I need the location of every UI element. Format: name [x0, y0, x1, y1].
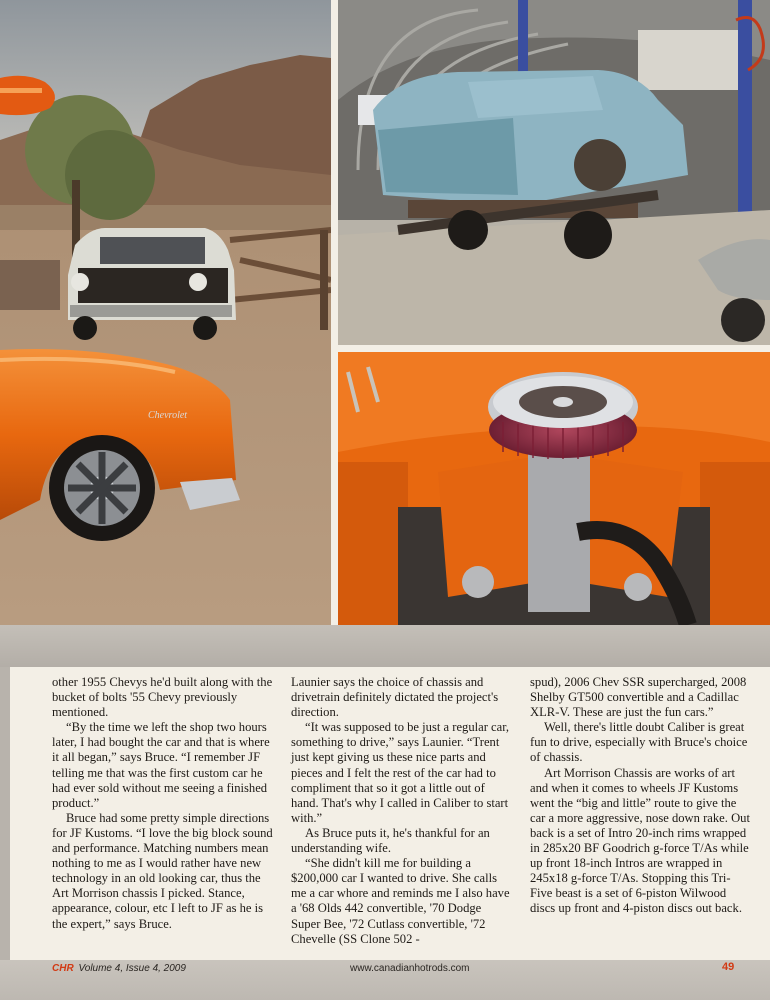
- paragraph: “It was supposed to be just a regular car, something to drive,” says Launier. “Trent just kept giving us these nice parts and pieces and I felt the rest of the car had to compliment that so it got a little out of hand. That's why I called in Caliber to start with.”: [291, 720, 510, 825]
- photo-orange-chevy-desert: [0, 0, 331, 625]
- section-divider-band: [0, 625, 770, 667]
- paragraph: Art Morrison Chassis are works of art and when it comes to wheels JF Kustoms went the “big and little” route to give the car a more aggressive, nose down rake. Out back is a set of Intro 20-inch rims wrapped in 285x20 BF Goodrich g-force T/As while up front 18-inch Intros are wrapped in 245x18 g-force T/As. Stopping this Tri-Five beast is a set of 6-piston Wilwood discs up front and 4-piston discs out back.: [530, 765, 750, 916]
- page-number: 49: [722, 961, 735, 973]
- paragraph: spud), 2006 Chev SSR supercharged, 2008 Shelby GT500 convertible and a Cadillac XLR-V. These are just the fun cars.”: [530, 675, 747, 720]
- paragraph: “She didn't kill me for building a $200,000 car I wanted to drive. She calls me a car whore and reminds me I also have a '68 Olds 442 convertible, '70 Dodge Super Bee, '72 Cutlass convertible, '72 Chevelle (SS Clone 502 -: [291, 856, 510, 946]
- issue-label: Volume 4, Issue 4, 2009: [78, 963, 186, 974]
- paragraph: Launier says the choice of chassis and drivetrain definitely dictated the project's direction.: [291, 675, 499, 720]
- article-body: [52, 675, 752, 947]
- paragraph: “By the time we left the shop two hours later, I had bought the car and that is where it all began,” says Bruce. “I remember JF telling me that was the first custom car he had ever sold without me seeing a finished product.”: [52, 720, 270, 810]
- page-footer: [0, 960, 770, 1000]
- photo-orange-engine-bay: [338, 352, 770, 625]
- paragraph: Well, there's little doubt Caliber is great fun to drive, especially with Bruce's choice of chassis.: [530, 720, 748, 765]
- footer-issue-info: [52, 963, 186, 974]
- magazine-brand: CHR: [52, 963, 74, 974]
- paragraph: other 1955 Chevys he'd built along with the bucket of bolts '55 Chevy previously mentioned.: [52, 675, 273, 720]
- text-column-3: [530, 675, 751, 947]
- page-edge-bar: [0, 667, 10, 960]
- text-column-1: [52, 675, 273, 947]
- svg-text:Chevrolet: Chevrolet: [148, 410, 188, 421]
- paragraph: As Bruce puts it, he's thankful for an understanding wife.: [291, 825, 490, 856]
- paragraph: Bruce had some pretty simple directions for JF Kustoms. “I love the big block sound and performance. Matching numbers mean nothing to me as I would rather have new technology in an old looking car, thus the Art Morrison chassis I picked. Stance, appearance, colour, etc I left to JF as he is the expert,” says Bruce.: [52, 810, 273, 931]
- text-column-2: [291, 675, 512, 947]
- footer-website: www.canadianhotrods.com: [350, 963, 470, 974]
- photo-rusty-chevy-shop: [338, 0, 770, 345]
